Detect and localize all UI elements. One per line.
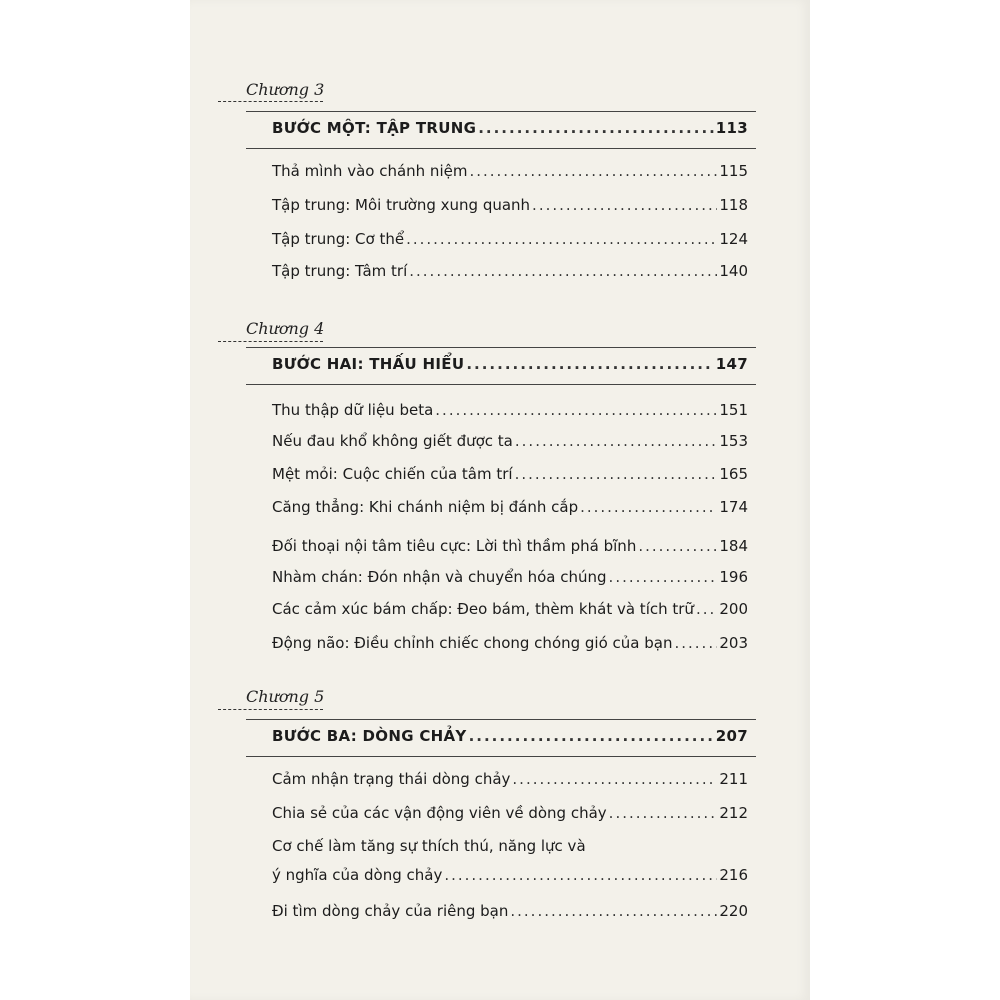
toc-entry[interactable]: [272, 804, 748, 826]
chapter-label: Chương 3: [246, 80, 325, 99]
toc-entry[interactable]: [272, 770, 748, 792]
page-number: 211: [719, 770, 748, 788]
leader-dots: [532, 196, 717, 214]
leader-dots: [512, 770, 717, 788]
toc-entry[interactable]: [272, 600, 748, 622]
chapter-label: Chương 5: [246, 687, 325, 706]
entry-title: Các cảm xúc bám chấp: Đeo bám, thèm khát và tích trữ: [272, 600, 694, 618]
page-number: 196: [719, 568, 748, 586]
page-number: 153: [719, 432, 748, 450]
part-title: BƯỚC BA: DÒNG CHẢY: [272, 727, 467, 745]
leader-dots: [515, 432, 717, 450]
leader-dots: [406, 230, 717, 248]
entry-title: Tập trung: Cơ thể: [272, 230, 405, 248]
page-number: 220: [719, 902, 748, 920]
toc-part-heading[interactable]: [272, 119, 748, 141]
entry-title-line1: Cơ chế làm tăng sự thích thú, năng lực và: [272, 837, 586, 855]
leader-dots: [580, 498, 717, 516]
entry-title: Tập trung: Môi trường xung quanh: [272, 196, 531, 214]
toc-entry[interactable]: [272, 432, 748, 454]
entry-title: Chia sẻ của các vận động viên về dòng chảy: [272, 804, 607, 822]
toc-part-heading[interactable]: [272, 727, 748, 749]
toc-entry[interactable]: [272, 634, 748, 656]
leader-dots: [435, 401, 717, 419]
page-number: 174: [719, 498, 748, 516]
leader-dots: [638, 537, 717, 555]
entry-title: Cảm nhận trạng thái dòng chảy: [272, 770, 511, 788]
leader-dots: [466, 355, 713, 373]
leader-dots: [515, 465, 718, 483]
leader-dots: [609, 568, 718, 586]
chapter-divider: [218, 101, 323, 102]
leader-dots: [444, 866, 717, 884]
leader-dots: [469, 727, 714, 745]
entry-title: ý nghĩa của dòng chảy: [272, 866, 443, 884]
leader-dots: [696, 600, 717, 618]
page-number: 184: [719, 537, 748, 555]
toc-entry[interactable]: [272, 162, 748, 184]
toc-entry[interactable]: [272, 230, 748, 252]
entry-title: Nhàm chán: Đón nhận và chuyển hóa chúng: [272, 568, 607, 586]
toc-entry[interactable]: [272, 465, 748, 487]
toc-entry[interactable]: [272, 537, 748, 559]
leader-dots: [674, 634, 717, 652]
toc-entry[interactable]: [272, 498, 748, 520]
leader-dots: [609, 804, 718, 822]
toc-entry[interactable]: [272, 262, 748, 284]
page-number: 165: [719, 465, 748, 483]
page-number: 140: [719, 262, 748, 280]
page-number: 115: [719, 162, 748, 180]
page-number: 124: [719, 230, 748, 248]
toc-part-heading[interactable]: [272, 355, 748, 377]
entry-title: Mệt mỏi: Cuộc chiến của tâm trí: [272, 465, 513, 483]
page-number: 207: [715, 727, 748, 745]
entry-title: Thả mình vào chánh niệm: [272, 162, 468, 180]
page-number: 118: [719, 196, 748, 214]
page-number: 151: [719, 401, 748, 419]
entry-title: Tập trung: Tâm trí: [272, 262, 408, 280]
page-number: 212: [719, 804, 748, 822]
toc-entry[interactable]: [272, 196, 748, 218]
toc-entry[interactable]: [272, 401, 748, 423]
page-number: 113: [715, 119, 748, 137]
part-title: BƯỚC MỘT: TẬP TRUNG: [272, 119, 477, 137]
page-number: 200: [719, 600, 748, 618]
entry-title: Đi tìm dòng chảy của riêng bạn: [272, 902, 509, 920]
toc-entry[interactable]: [272, 866, 748, 888]
leader-dots: [478, 119, 714, 137]
entry-title: Đối thoại nội tâm tiêu cực: Lời thì thầm phá bĩnh: [272, 537, 637, 555]
toc-entry[interactable]: [272, 568, 748, 590]
page-number: 147: [715, 355, 748, 373]
entry-title: Động não: Điều chỉnh chiếc chong chóng gió của bạn: [272, 634, 673, 652]
leader-dots: [409, 262, 717, 280]
chapter-label: Chương 4: [246, 319, 325, 338]
leader-dots: [469, 162, 717, 180]
chapter-divider: [218, 709, 323, 710]
chapter-divider: [218, 341, 323, 342]
entry-title: Căng thẳng: Khi chánh niệm bị đánh cắp: [272, 498, 579, 516]
page-number: 203: [719, 634, 748, 652]
leader-dots: [510, 902, 717, 920]
toc-entry[interactable]: [272, 902, 748, 924]
entry-title: Thu thập dữ liệu beta: [272, 401, 434, 419]
page-number: 216: [719, 866, 748, 884]
entry-title: Nếu đau khổ không giết được ta: [272, 432, 513, 450]
part-title: BƯỚC HAI: THẤU HIỂU: [272, 355, 465, 373]
